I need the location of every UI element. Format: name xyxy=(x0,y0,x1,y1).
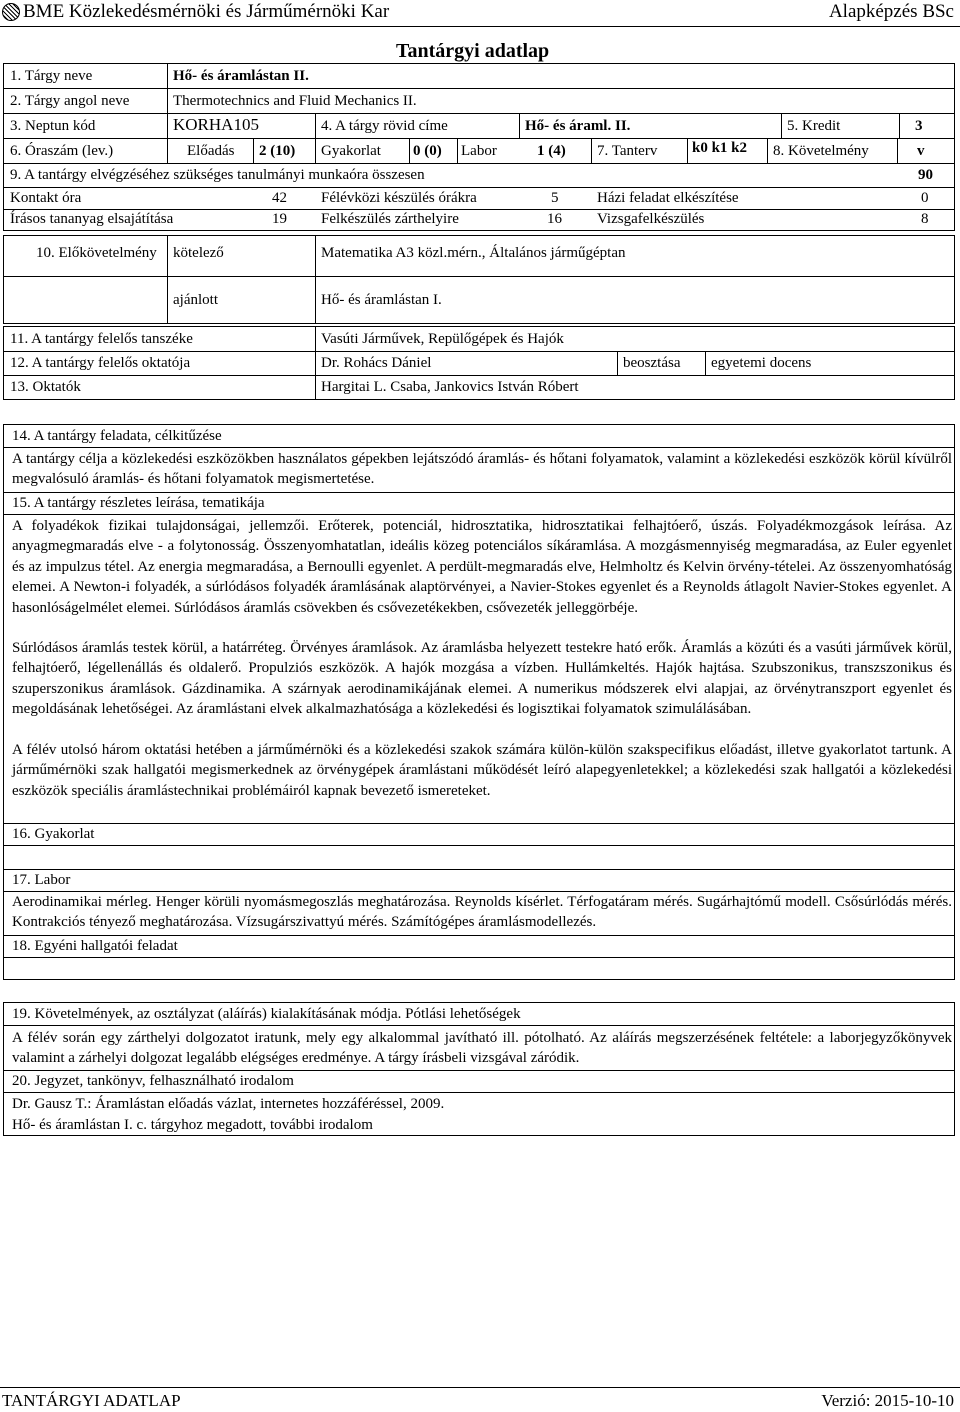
contact-hours-value: 42 xyxy=(272,190,287,206)
instructors-label: 13. Oktatók xyxy=(10,379,81,395)
subject-name-value: Hő- és áramlástan II. xyxy=(173,68,309,84)
instructors-value: Hargitai L. Csaba, Jankovics István Róbert xyxy=(321,379,579,395)
responsible-lecturer-value: Dr. Rohács Dániel xyxy=(321,355,432,371)
requirements-heading: 19. Követelmények, az osztályzat (aláírás) kialakításának módja. Pótlási lehetőségek xyxy=(12,1006,521,1022)
reading-label: Írásos tananyag elsajátítása xyxy=(10,211,174,227)
class-prep-value: 5 xyxy=(551,190,559,206)
requirements-sections xyxy=(3,1002,955,1136)
english-name-label: 2. Tárgy angol neve xyxy=(10,93,130,109)
faculty-name: BME Közlekedésmérnöki és Járműmérnöki Kar xyxy=(23,1,390,22)
position-label: beosztása xyxy=(623,355,681,371)
page-footer xyxy=(0,1387,960,1412)
footer-version: Verzió: 2015-10-10 xyxy=(821,1391,954,1410)
requirements-text: A félév során egy zárthelyi dolgozatot iratunk, mely egy alkalommal javítható ill. pótolható. Az aláírás megszerzésének feltétele: a laborjegyzőkönyvek valamint a zárhelyi dolgozat legalább elégséges eredménye. A tárgy írásbeli vizsgával záródik. xyxy=(12,1030,952,1067)
objective-heading: 14. A tantárgy feladata, célkitűzése xyxy=(12,428,222,444)
lab-label: Labor xyxy=(461,143,497,159)
syllabus-heading: 15. A tantárgy részletes leírása, tematikája xyxy=(12,495,265,511)
homework-label: Házi feladat elkészítése xyxy=(597,190,739,206)
practice-heading: 16. Gyakorlat xyxy=(12,826,95,842)
practice-label: Gyakorlat xyxy=(321,143,381,159)
neptun-code-label: 3. Neptun kód xyxy=(10,118,96,134)
exam-prep-label: Vizsgafelkészülés xyxy=(597,211,705,227)
syllabus-paragraph-3: A félév utolsó három oktatási hetében a járműmérnöki és a közlekedési szakok számára külön-külön szakspecifikus előadást, illetve gyakorlatot tartunk. A járműmérnöki szak hallgatói megismerkednek az örvénygépek áramlástani működését leíró alapegyenletekkel; a közlekedési szak hallgatói a közlekedési eszközök speciális áramlástechnikai problémáiról kapnak bevezető ismereteket. xyxy=(12,742,952,799)
short-title-label: 4. A tárgy rövid címe xyxy=(321,118,448,134)
curriculum-value: k0 k1 k2 xyxy=(692,140,748,156)
lab-text: Aerodinamikai mérleg. Henger körüli nyomásmegoszlás meghatározása. Reynolds kísérlet. Térfogatáram mérés. Sugárhajtómű modell. Csősúrlódás mérés. Kontrakciós tényező meghatározása. Vízsugárszivattyú mérés. Számítógépes áramlásmodellezés. xyxy=(12,894,952,931)
lecture-label: Előadás xyxy=(187,143,235,159)
midterm-prep-value: 16 xyxy=(547,211,562,227)
basic-data-table xyxy=(3,63,955,231)
objective-text: A tantárgy célja a közlekedési eszközökben használatos gépekben lejátszódó áramlás- és hőtani folyamatok, valamint a közlekedési eszközök körül kívülről megvalósuló áramlás- és hőtani folyamatok megismertetése. xyxy=(12,451,952,488)
hours-label: 6. Óraszám (lev.) xyxy=(10,143,114,159)
literature-item-1: Dr. Gausz T.: Áramlástan előadás vázlat, internetes hozzáféréssel, 2009. xyxy=(12,1096,445,1112)
responsible-lecturer-label: 12. A tantárgy felelős oktatója xyxy=(10,355,191,371)
department-value: Vasúti Járművek, Repülőgépek és Hajók xyxy=(321,331,564,347)
contact-hours-label: Kontakt óra xyxy=(10,190,82,206)
exam-prep-value: 8 xyxy=(921,211,929,227)
midterm-prep-label: Felkészülés zárthelyire xyxy=(321,211,459,227)
class-prep-label: Félévközi készülés órákra xyxy=(321,190,477,206)
mandatory-value: Matematika A3 közl.mérn., Általános járműgéptan xyxy=(321,245,626,261)
department-label: 11. A tantárgy felelős tanszéke xyxy=(10,331,193,347)
requirement-label: 8. Követelmény xyxy=(773,143,869,159)
responsible-table xyxy=(3,326,955,400)
footer-left: TANTÁRGYI ADATLAP xyxy=(2,1391,181,1410)
homework-value: 0 xyxy=(921,190,929,206)
credit-value: 3 xyxy=(915,118,923,134)
workload-label: 9. A tantárgy elvégzéséhez szükséges tanulmányi munkaóra összesen xyxy=(10,167,425,183)
credit-label: 5. Kredit xyxy=(787,118,841,134)
recommended-label: ajánlott xyxy=(173,292,218,308)
lecture-value: 2 (10) xyxy=(259,143,296,159)
page-header xyxy=(0,0,960,27)
literature-heading: 20. Jegyzet, tankönyv, felhasználható irodalom xyxy=(12,1073,294,1089)
lab-heading: 17. Labor xyxy=(12,872,71,888)
content-sections xyxy=(3,424,955,980)
program-level: Alapképzés BSc xyxy=(828,1,954,22)
short-title-value: Hő- és áraml. II. xyxy=(525,118,631,134)
prerequisite-label: 10. Előkövetelmény xyxy=(36,245,157,261)
page-title: Tantárgyi adatlap xyxy=(396,40,550,62)
mandatory-label: kötelező xyxy=(173,245,224,261)
prerequisite-table xyxy=(3,235,955,324)
english-name-value: Thermotechnics and Fluid Mechanics II. xyxy=(173,93,417,109)
workload-total: 90 xyxy=(918,167,933,183)
bme-logo-icon xyxy=(2,3,20,21)
requirement-value: v xyxy=(917,143,925,159)
neptun-code-value: KORHA105 xyxy=(173,115,259,134)
position-value: egyetemi docens xyxy=(711,355,812,371)
literature-item-2: Hő- és áramlástan I. c. tárgyhoz megadott, további irodalom xyxy=(12,1117,373,1133)
individual-task-heading: 18. Egyéni hallgatói feladat xyxy=(12,938,178,954)
practice-value: 0 (0) xyxy=(413,143,442,159)
reading-value: 19 xyxy=(272,211,287,227)
curriculum-label: 7. Tanterv xyxy=(597,143,658,159)
lab-value: 1 (4) xyxy=(537,143,566,159)
header-left xyxy=(2,1,389,23)
subject-name-label: 1. Tárgy neve xyxy=(10,68,93,84)
syllabus-paragraph-2: Súrlódásos áramlás testek körül, a határréteg. Örvényes áramlások. Az áramlásba helyezett testekre ható erők. Áramlás a közúti és a vasúti járművek körül, felhajtóerő, légellenállás és oldalerő. Propulziós eszközök. A hajók mozgása a vízben. Hullámkeltés. Hajók hajtása. Szubszonikus, transzszonikus és szuperszonikus áramlások. Gázdinamika. A szárnyak aerodinamikájának elemei. A numerikus módszerek elvi alapjai, az örvénytranszport egyenlet és megoldásának lehetőségei. Az áramlástani elvek alkalmazhatósága a közlekedési és logisztikai folyamatok szimulálásában. xyxy=(12,640,952,718)
recommended-value: Hő- és áramlástan I. xyxy=(321,292,442,308)
syllabus-paragraph-1: A folyadékok fizikai tulajdonságai, jellemzői. Erőterek, potenciál, hidrosztatika, hidrosztatikai felhajtóerő, úszás. Folyadékmozgások leírása. Az anyagmegmaradás elve - a folytonosság. Összenyomhatatlan, ideális közeg potenciálos síkáramlása. A mozgásmennyiség megmaradása, az Euler egyenlet és az impulzus tétel. Az energia megmaradása, a Bernoulli egyenlet. A perdült-megmaradás elve, Helmholtz és Kelvin örvény-tételei. Az összenyomhatóság elemei. A Newton-i folyadék, a súrlódásos folyadék áramlásának alaptörvényei, a Navier-Stokes egyenlet és a Reynolds átlagolt Navier-Stokes egyenlet. A hasonlóságelmélet elemei. Súrlódásos áramlás csövekben és csővezetékekben, csővezeték jelleggörbéje. xyxy=(12,518,952,616)
